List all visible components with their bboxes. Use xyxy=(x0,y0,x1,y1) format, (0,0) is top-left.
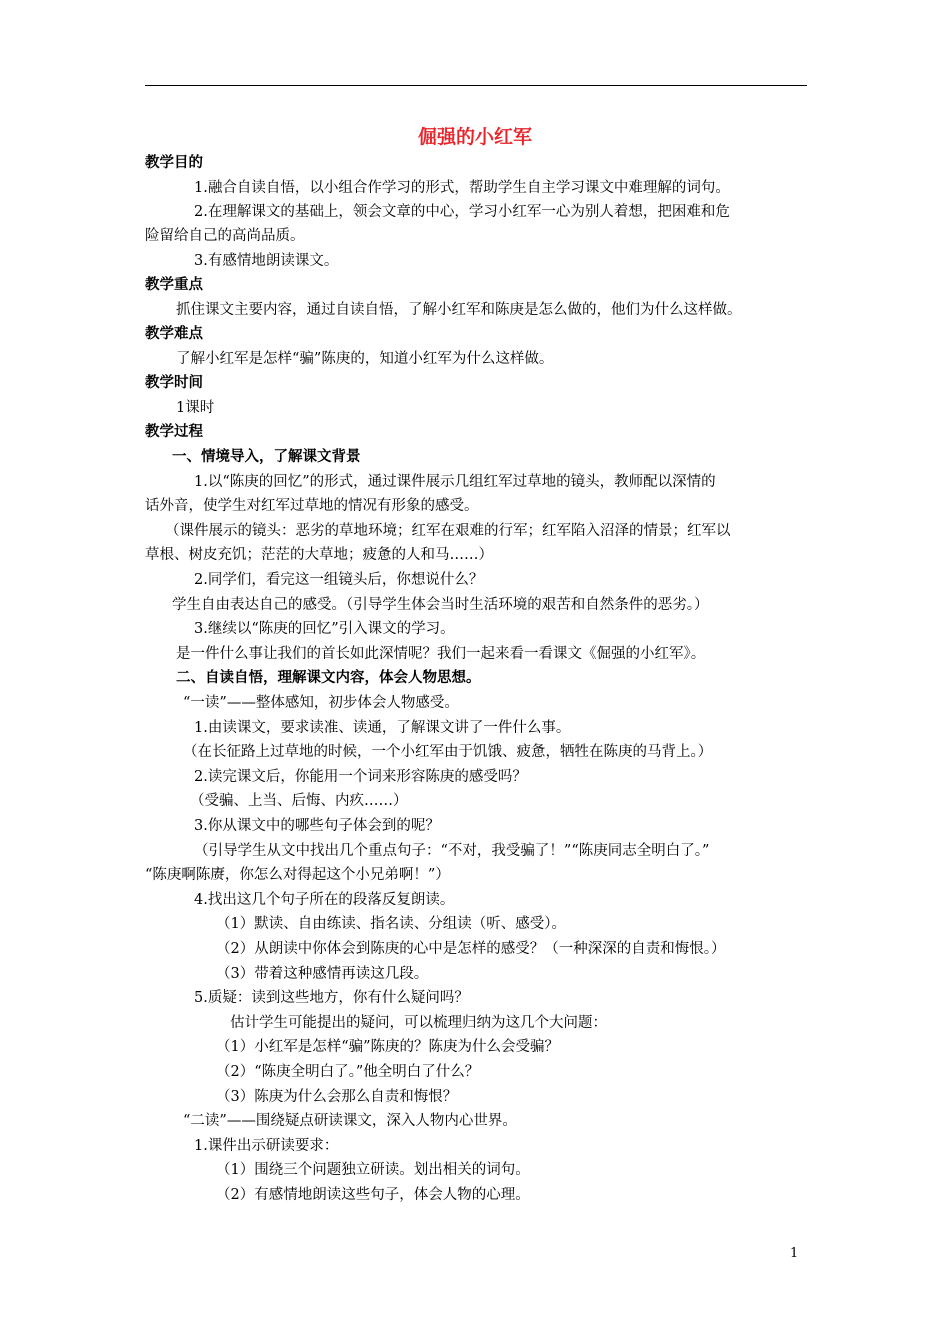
text-line: （2）“陈庚全明白了。”他全明白了什么？ xyxy=(216,1064,480,1080)
text-line: 3.你从课文中的哪些句子体会到的呢？ xyxy=(194,818,440,834)
text-line: 3.继续以“陈庚的回忆”引入课文的学习。 xyxy=(194,621,455,637)
text-line: （受骗、上当、后悔、内疚……） xyxy=(190,793,408,809)
text-line: （1）默读、自由练读、指名读、分组读（听、感受）。 xyxy=(216,916,566,932)
heading-difficulties: 教学难点 xyxy=(145,326,203,342)
text-line: 2.读完课文后，你能用一个词来形容陈庚的感受吗？ xyxy=(194,769,527,785)
text-line: 估计学生可能提出的疑问，可以梳理归纳为这几个大问题： xyxy=(230,1015,607,1031)
heading-process: 教学过程 xyxy=(145,424,203,440)
text-line: 5.质疑：读到这些地方，你有什么疑问吗？ xyxy=(194,990,469,1006)
text-line: 学生自由表达自己的感受。（引导学生体会当时生活环境的艰苦和自然条件的恶劣。） xyxy=(172,597,709,613)
text-line: 1.融合自读自悟，以小组合作学习的形式，帮助学生自主学习课文中难理解的词句。 xyxy=(194,180,730,196)
text-line: 3.有感情地朗读课文。 xyxy=(194,253,339,269)
text-line: 草根、树皮充饥；茫茫的大草地；疲惫的人和马……） xyxy=(145,547,493,563)
heading-key-points: 教学重点 xyxy=(145,277,203,293)
section-heading: 二、自读自悟，理解课文内容，体会人物思想。 xyxy=(176,670,481,686)
text-line: 1.课件出示研读要求： xyxy=(194,1138,339,1154)
heading-time: 教学时间 xyxy=(145,375,203,391)
text-line: （课件展示的镜头：恶劣的草地环境；红军在艰难的行军；红军陷入沼泽的情景；红军以 xyxy=(165,523,731,539)
text-line: （3）带着这种感情再读这几段。 xyxy=(216,966,429,982)
text-line: 抓住课文主要内容，通过自读自悟，了解小红军和陈庚是怎么做的，他们为什么这样做。 xyxy=(176,302,742,318)
text-line: （2）从朗读中你体会到陈庚的心中是怎样的感受？（一种深深的自责和悔恨。） xyxy=(216,941,726,957)
section-heading: 一、情境导入，了解课文背景 xyxy=(172,449,361,465)
text-line: 4.找出这几个句子所在的段落反复朗读。 xyxy=(194,892,455,908)
text-line: （1）小红军是怎样“骗”陈庚的？陈庚为什么会受骗？ xyxy=(216,1039,560,1055)
text-line: （2）有感情地朗读这些句子，体会人物的心理。 xyxy=(216,1187,530,1203)
text-line: 险留给自己的高尚品质。 xyxy=(145,228,305,244)
text-line: “一读”——整体感知，初步体会人物感受。 xyxy=(183,695,459,711)
text-line: 2.同学们，看完这一组镜头后，你想说什么？ xyxy=(194,572,484,588)
text-line: （在长征路上过草地的时候，一个小红军由于饥饿、疲惫，牺牲在陈庚的马背上。） xyxy=(183,744,713,760)
page-number: 1 xyxy=(790,1246,799,1261)
text-line: （引导学生从文中找出几个重点句子：“不对，我受骗了！”“陈庚同志全明白了。” xyxy=(194,843,710,859)
text-line: 1.以“陈庚的回忆”的形式，通过课件展示几组红军过草地的镜头，教师配以深情的 xyxy=(194,474,716,490)
text-line: 1课时 xyxy=(176,400,215,416)
heading-objectives: 教学目的 xyxy=(145,155,203,171)
text-line: （1）围绕三个问题独立研读。划出相关的词句。 xyxy=(216,1162,530,1178)
text-line: 是一件什么事让我们的首长如此深情呢？我们一起来看一看课文《倔强的小红军》。 xyxy=(176,646,706,662)
text-line: “二读”——围绕疑点研读课文，深入人物内心世界。 xyxy=(183,1113,517,1129)
header-rule xyxy=(145,85,807,86)
text-line: 话外音，使学生对红军过草地的情况有形象的感受。 xyxy=(145,498,479,514)
text-line: 1.由读课文，要求读准、读通，了解课文讲了一件什么事。 xyxy=(194,720,571,736)
text-line: 2.在理解课文的基础上，领会文章的中心，学习小红军一心为别人着想，把困难和危 xyxy=(194,204,730,220)
text-line: 了解小红军是怎样“骗”陈庚的，知道小红军为什么这样做。 xyxy=(176,351,554,367)
document-title: 倔强的小红军 xyxy=(417,126,532,148)
text-line: （3）陈庚为什么会那么自责和悔恨？ xyxy=(216,1089,458,1105)
text-line: “陈庚啊陈赓，你怎么对得起这个小兄弟啊！”） xyxy=(145,867,450,883)
